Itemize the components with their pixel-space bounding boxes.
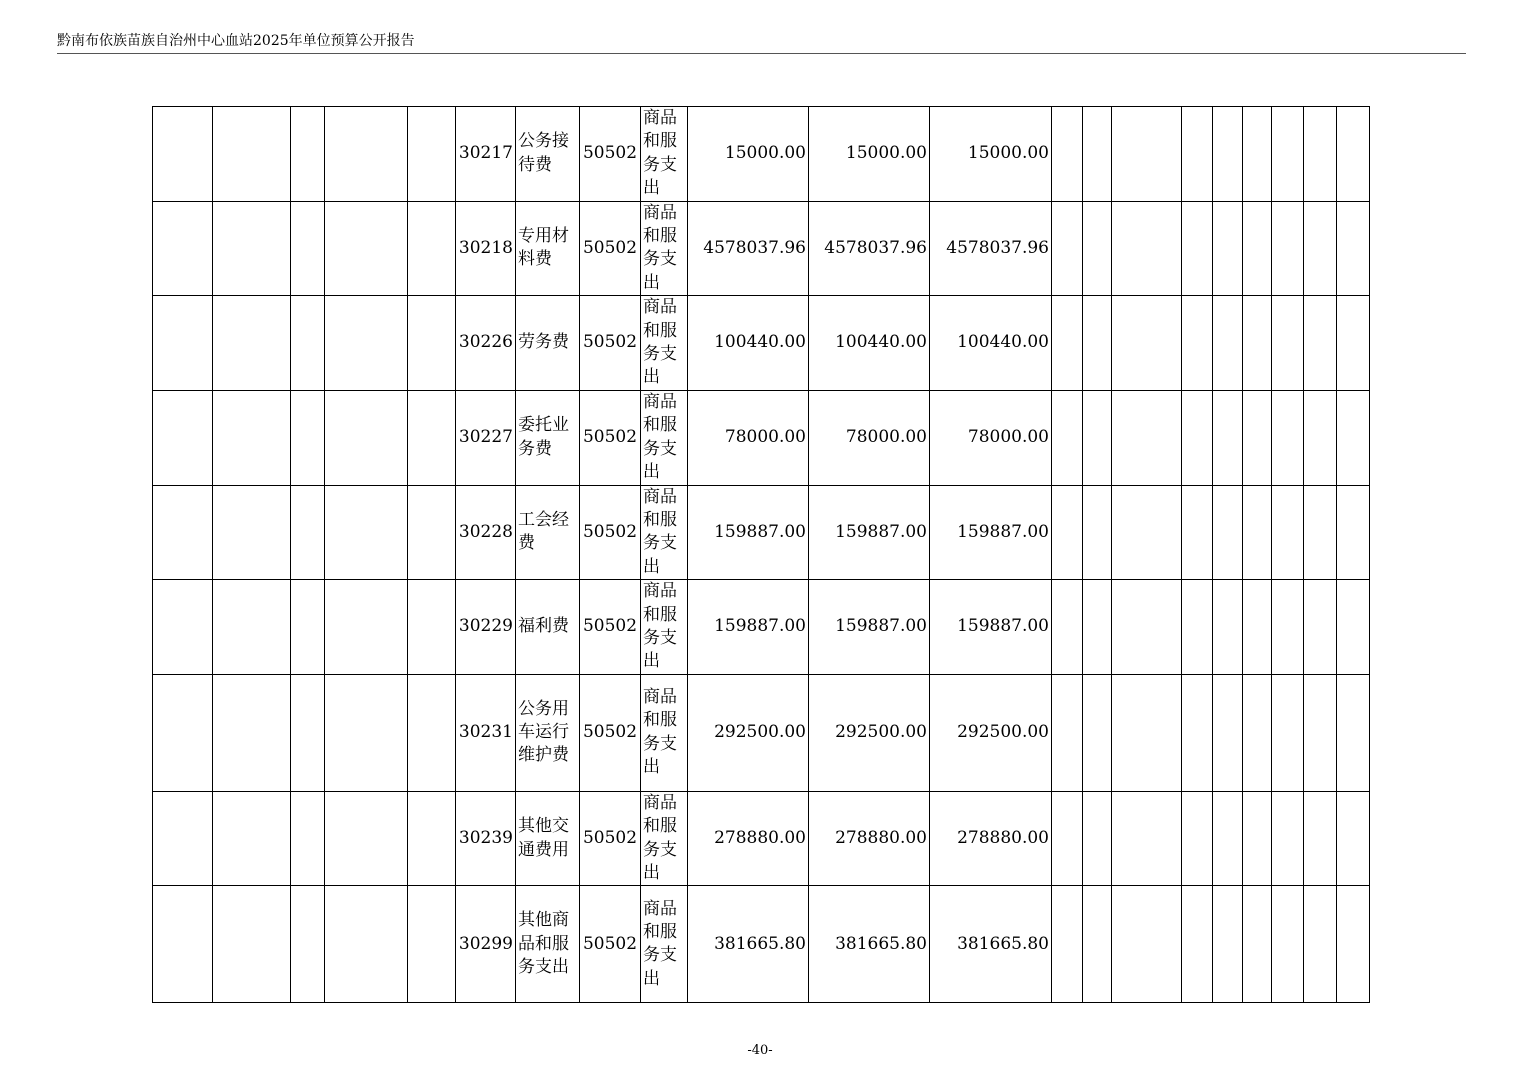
amount-fiscal: 159887.00 [930,485,1052,580]
empty-cell [1213,107,1243,202]
empty-cell [408,886,456,1003]
amount-total: 78000.00 [688,390,809,485]
empty-cell [1272,296,1304,391]
empty-cell [153,485,213,580]
empty-cell [1112,390,1182,485]
amount-total: 159887.00 [688,485,809,580]
empty-cell [1052,791,1083,886]
empty-cell [1304,791,1337,886]
empty-cell [1182,107,1213,202]
amount-fiscal: 278880.00 [930,791,1052,886]
empty-cell [291,886,325,1003]
empty-cell [1304,390,1337,485]
empty-cell [213,107,291,202]
amount-total: 292500.00 [688,674,809,791]
empty-cell [325,390,408,485]
empty-cell [1304,674,1337,791]
empty-cell [1272,201,1304,296]
empty-cell [1337,580,1370,675]
empty-cell [153,886,213,1003]
econ-class-name: 商品和服务支出 [641,791,688,886]
empty-cell [1272,390,1304,485]
econ-class-code: 50502 [580,791,641,886]
amount-fiscal: 381665.80 [930,886,1052,1003]
econ-class-code: 50502 [580,390,641,485]
empty-cell [408,107,456,202]
econ-class-code: 50502 [580,674,641,791]
empty-cell [291,390,325,485]
empty-cell [1272,580,1304,675]
empty-cell [1052,296,1083,391]
empty-cell [1112,791,1182,886]
table-row [153,201,1370,296]
table-row [153,390,1370,485]
econ-class-code: 50502 [580,580,641,675]
empty-cell [1213,886,1243,1003]
table-row [153,485,1370,580]
amount-total: 278880.00 [688,791,809,886]
empty-cell [1052,485,1083,580]
amount-total: 100440.00 [688,296,809,391]
table-row [153,296,1370,391]
econ-class-name: 商品和服务支出 [641,674,688,791]
empty-cell [408,674,456,791]
empty-cell [1272,107,1304,202]
empty-cell [1304,201,1337,296]
empty-cell [1243,791,1272,886]
empty-cell [1182,580,1213,675]
subject-name: 其他商品和服务支出 [516,886,580,1003]
empty-cell [325,296,408,391]
empty-cell [1083,791,1112,886]
empty-cell [1112,886,1182,1003]
subject-name: 劳务费 [516,296,580,391]
empty-cell [325,580,408,675]
header-divider [57,53,1466,54]
subject-name: 公务接待费 [516,107,580,202]
empty-cell [1243,485,1272,580]
empty-cell [213,580,291,675]
empty-cell [1083,201,1112,296]
page-header-title: 黔南布依族苗族自治州中心血站2025年单位预算公开报告 [57,33,415,49]
amount-subtotal: 4578037.96 [809,201,930,296]
table-row [153,674,1370,791]
empty-cell [1052,886,1083,1003]
subject-code: 30217 [456,107,516,202]
amount-total: 159887.00 [688,580,809,675]
empty-cell [1112,107,1182,202]
empty-cell [408,580,456,675]
amount-subtotal: 100440.00 [809,296,930,391]
empty-cell [325,674,408,791]
empty-cell [1337,201,1370,296]
subject-code: 30231 [456,674,516,791]
empty-cell [1272,791,1304,886]
empty-cell [213,296,291,391]
amount-subtotal: 159887.00 [809,485,930,580]
empty-cell [1243,390,1272,485]
econ-class-name: 商品和服务支出 [641,107,688,202]
empty-cell [1182,201,1213,296]
empty-cell [408,201,456,296]
empty-cell [1243,674,1272,791]
empty-cell [408,390,456,485]
empty-cell [153,107,213,202]
empty-cell [408,296,456,391]
empty-cell [1052,107,1083,202]
amount-subtotal: 78000.00 [809,390,930,485]
empty-cell [325,791,408,886]
amount-fiscal: 78000.00 [930,390,1052,485]
empty-cell [1052,201,1083,296]
empty-cell [153,791,213,886]
subject-name: 其他交通费用 [516,791,580,886]
empty-cell [1112,201,1182,296]
empty-cell [1052,674,1083,791]
empty-cell [153,580,213,675]
empty-cell [1052,390,1083,485]
empty-cell [1213,674,1243,791]
table-row [153,580,1370,675]
amount-subtotal: 278880.00 [809,791,930,886]
empty-cell [1083,580,1112,675]
empty-cell [291,201,325,296]
empty-cell [213,485,291,580]
empty-cell [1272,485,1304,580]
empty-cell [1337,390,1370,485]
econ-class-name: 商品和服务支出 [641,296,688,391]
budget-expenditure-table [152,106,1370,1003]
amount-fiscal: 15000.00 [930,107,1052,202]
empty-cell [1272,674,1304,791]
empty-cell [1337,485,1370,580]
empty-cell [213,791,291,886]
empty-cell [153,201,213,296]
empty-cell [1243,886,1272,1003]
empty-cell [1083,886,1112,1003]
empty-cell [1083,107,1112,202]
subject-name: 公务用车运行维护费 [516,674,580,791]
econ-class-code: 50502 [580,886,641,1003]
amount-subtotal: 159887.00 [809,580,930,675]
empty-cell [1182,791,1213,886]
empty-cell [1337,791,1370,886]
econ-class-name: 商品和服务支出 [641,580,688,675]
empty-cell [1083,485,1112,580]
amount-subtotal: 381665.80 [809,886,930,1003]
subject-code: 30239 [456,791,516,886]
amount-subtotal: 292500.00 [809,674,930,791]
empty-cell [1337,886,1370,1003]
empty-cell [408,485,456,580]
empty-cell [1112,296,1182,391]
empty-cell [1083,296,1112,391]
empty-cell [325,485,408,580]
amount-fiscal: 292500.00 [930,674,1052,791]
empty-cell [325,107,408,202]
empty-cell [1243,107,1272,202]
empty-cell [1052,580,1083,675]
empty-cell [1182,390,1213,485]
econ-class-code: 50502 [580,296,641,391]
subject-code: 30299 [456,886,516,1003]
subject-name: 福利费 [516,580,580,675]
empty-cell [213,201,291,296]
amount-fiscal: 4578037.96 [930,201,1052,296]
empty-cell [1182,296,1213,391]
subject-code: 30218 [456,201,516,296]
empty-cell [291,296,325,391]
empty-cell [213,674,291,791]
empty-cell [1304,886,1337,1003]
empty-cell [1272,886,1304,1003]
empty-cell [1182,485,1213,580]
page-number: -40- [747,1043,773,1058]
subject-code: 30229 [456,580,516,675]
empty-cell [1304,580,1337,675]
econ-class-code: 50502 [580,201,641,296]
empty-cell [291,107,325,202]
subject-name: 委托业务费 [516,390,580,485]
empty-cell [291,485,325,580]
subject-name: 工会经费 [516,485,580,580]
empty-cell [1337,296,1370,391]
empty-cell [1304,485,1337,580]
table-row [153,791,1370,886]
econ-class-name: 商品和服务支出 [641,886,688,1003]
empty-cell [1182,886,1213,1003]
empty-cell [291,791,325,886]
table-row [153,886,1370,1003]
subject-code: 30226 [456,296,516,391]
empty-cell [325,201,408,296]
empty-cell [213,390,291,485]
empty-cell [153,390,213,485]
empty-cell [1213,580,1243,675]
subject-code: 30228 [456,485,516,580]
empty-cell [213,886,291,1003]
amount-total: 15000.00 [688,107,809,202]
amount-fiscal: 100440.00 [930,296,1052,391]
econ-class-code: 50502 [580,107,641,202]
empty-cell [291,674,325,791]
amount-total: 4578037.96 [688,201,809,296]
econ-class-code: 50502 [580,485,641,580]
empty-cell [1243,296,1272,391]
empty-cell [153,674,213,791]
empty-cell [1112,485,1182,580]
empty-cell [1083,390,1112,485]
table-row [153,107,1370,202]
subject-name: 专用材料费 [516,201,580,296]
empty-cell [1213,791,1243,886]
subject-code: 30227 [456,390,516,485]
empty-cell [1304,296,1337,391]
econ-class-name: 商品和服务支出 [641,485,688,580]
amount-fiscal: 159887.00 [930,580,1052,675]
empty-cell [1304,107,1337,202]
empty-cell [408,791,456,886]
empty-cell [1213,296,1243,391]
econ-class-name: 商品和服务支出 [641,390,688,485]
empty-cell [1213,390,1243,485]
empty-cell [153,296,213,391]
empty-cell [1213,485,1243,580]
amount-subtotal: 15000.00 [809,107,930,202]
empty-cell [1243,201,1272,296]
empty-cell [1337,674,1370,791]
empty-cell [1243,580,1272,675]
empty-cell [1112,580,1182,675]
amount-total: 381665.80 [688,886,809,1003]
empty-cell [1213,201,1243,296]
empty-cell [325,886,408,1003]
empty-cell [1182,674,1213,791]
empty-cell [1337,107,1370,202]
empty-cell [1083,674,1112,791]
econ-class-name: 商品和服务支出 [641,201,688,296]
empty-cell [1112,674,1182,791]
empty-cell [291,580,325,675]
